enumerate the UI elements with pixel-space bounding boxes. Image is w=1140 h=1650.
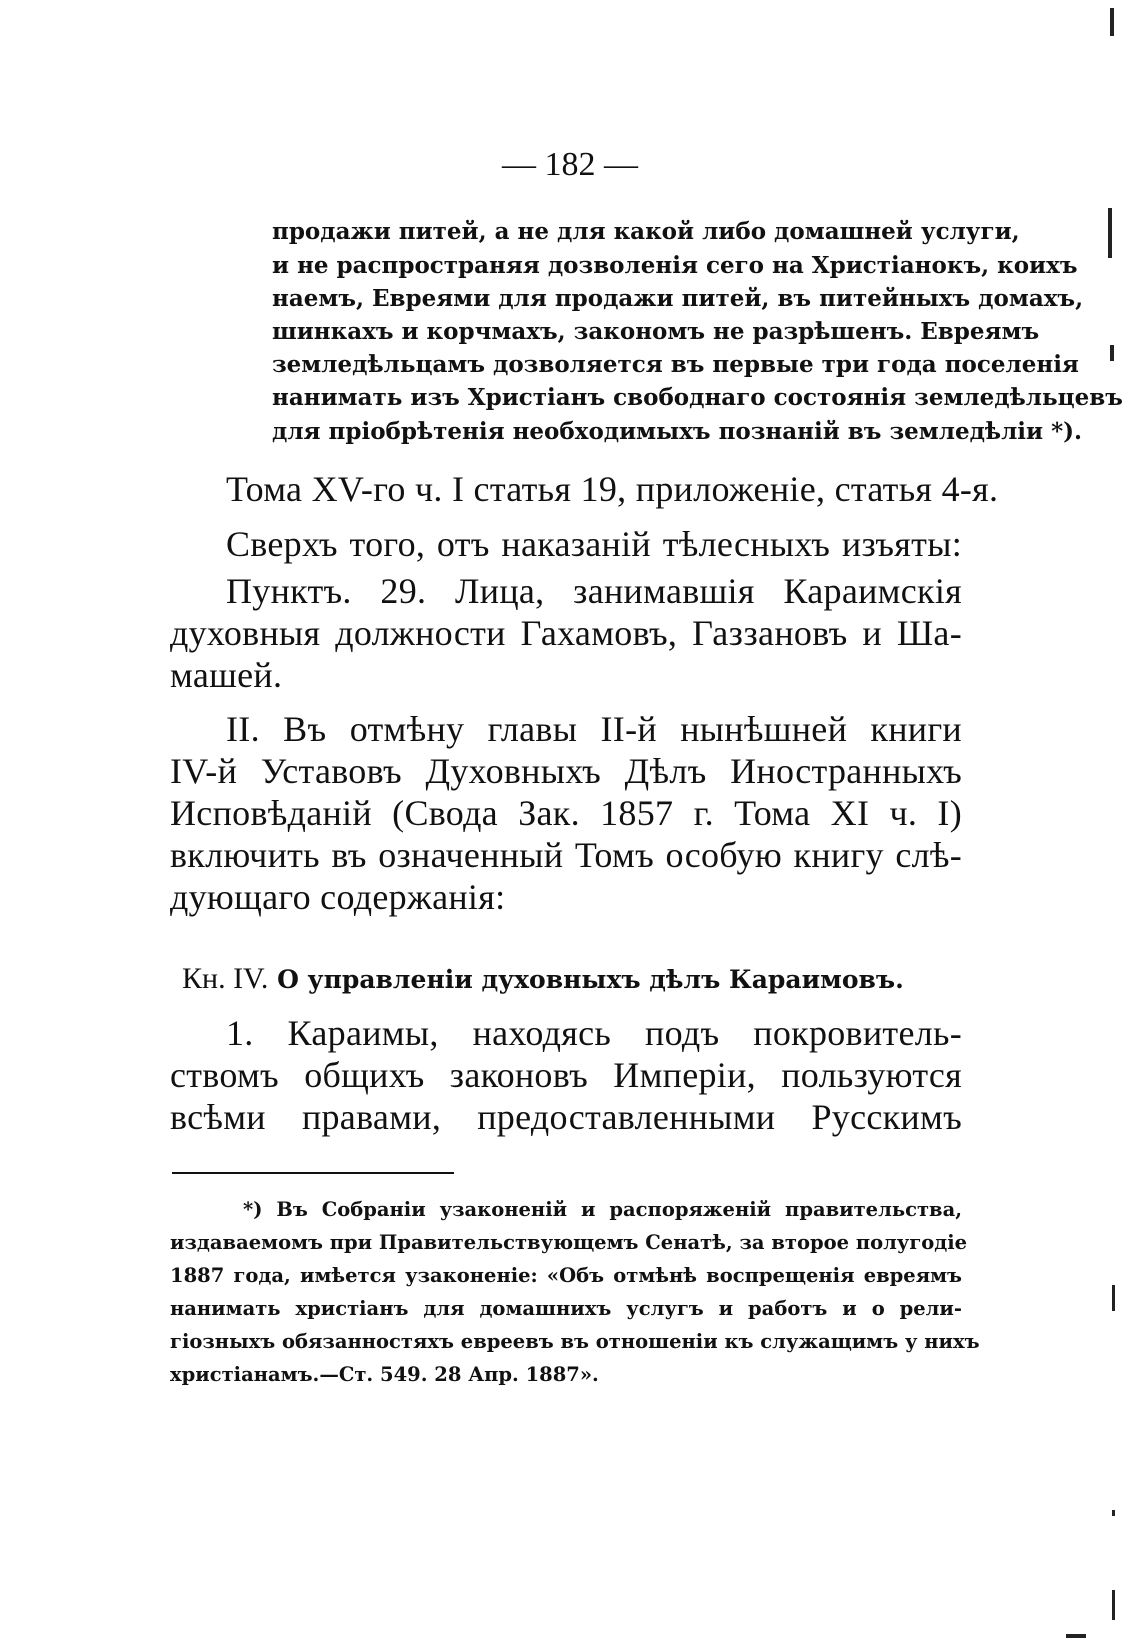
punkt-line: машей. bbox=[170, 655, 283, 695]
footnote-line: гіозныхъ обязанностяхъ евреевъ въ отношеніи къ служащимъ у нихъ bbox=[170, 1330, 980, 1353]
footnote-line: *) Въ Собраніи узаконеній и распоряженій правительства, bbox=[243, 1198, 962, 1221]
text-line: земледѣльцамъ дозволяется въ первые три года поселенія bbox=[272, 351, 1079, 378]
book-heading-prefix: Кн. IV. bbox=[182, 962, 269, 995]
page-number: — 182 — bbox=[502, 146, 638, 183]
book-heading-title: О управленіи духовныхъ дѣлъ Караимовъ. bbox=[277, 965, 904, 994]
scan-artifact bbox=[1110, 345, 1114, 361]
scan-artifact bbox=[1112, 1285, 1115, 1311]
footnote-line: 1887 года, имѣется узаконеніе: «Объ отмѣнѣ воспрещенія евреямъ bbox=[170, 1264, 962, 1287]
scan-artifact bbox=[1112, 1590, 1115, 1620]
text-line: наемъ, Евреями для продажи питей, въ питейныхъ домахъ, bbox=[272, 285, 1084, 312]
book-heading bbox=[182, 962, 904, 996]
scan-artifact bbox=[1108, 208, 1112, 258]
footnote-line: христіанамъ.—Ст. 549. 28 Апр. 1887». bbox=[170, 1363, 599, 1386]
text-line: шинкахъ и корчмахъ, закономъ не разрѣшенъ. Евреямъ bbox=[272, 318, 1040, 345]
text-line: нанимать изъ Христіанъ свободнаго состоянія земледѣльцевъ bbox=[272, 384, 1123, 411]
scan-artifact bbox=[1066, 1634, 1086, 1638]
section-line: II. Въ отмѣну главы II-й нынѣшней книги bbox=[226, 709, 962, 749]
text-line: продажи питей, а не для какой либо домашней услуги, bbox=[272, 218, 1020, 245]
section-line: IV-й Уставовъ Духовныхъ Дѣлъ Иностранныхъ bbox=[170, 751, 962, 791]
punkt-line: духовныя должности Гахамовъ, Газзановъ и Ша- bbox=[170, 613, 962, 653]
section-line: Исповѣданій (Свода Зак. 1857 г. Тома XI ч. I) bbox=[170, 793, 962, 833]
paragraph-line: Сверхъ того, отъ наказаній тѣлесныхъ изъяты: bbox=[226, 524, 962, 564]
paragraph-line: всѣми правами, предоставленными Русскимъ bbox=[170, 1097, 962, 1137]
text-line: и не распространяя дозволенія сего на Христіанокъ, коихъ bbox=[272, 252, 1078, 279]
text-line: для пріобрѣтенія необходимыхъ познаній въ земледѣліи *). bbox=[272, 418, 1083, 445]
scan-artifact bbox=[1112, 1510, 1115, 1516]
scan-artifact bbox=[1110, 8, 1114, 36]
paragraph-line: 1. Караимы, находясь подъ покровитель- bbox=[226, 1013, 962, 1053]
footnote-rule bbox=[172, 1172, 454, 1174]
paragraph-line: ствомъ общихъ законовъ Имперіи, пользуются bbox=[170, 1055, 962, 1095]
section-line: включить въ означенный Томъ особую книгу слѣ- bbox=[170, 835, 962, 875]
section-line: дующаго содержанія: bbox=[170, 877, 506, 917]
footnote-line: нанимать христіанъ для домашнихъ услугъ и работъ и о рели- bbox=[170, 1297, 962, 1320]
toma-reference: Тома XV-го ч. I статья 19, приложеніе, статья 4-я. bbox=[226, 469, 999, 509]
punkt-line: Пунктъ. 29. Лица, занимавшія Караимскія bbox=[226, 571, 962, 611]
footnote-line: издаваемомъ при Правительствующемъ Сенатѣ, за второе полугодіе bbox=[170, 1231, 968, 1254]
